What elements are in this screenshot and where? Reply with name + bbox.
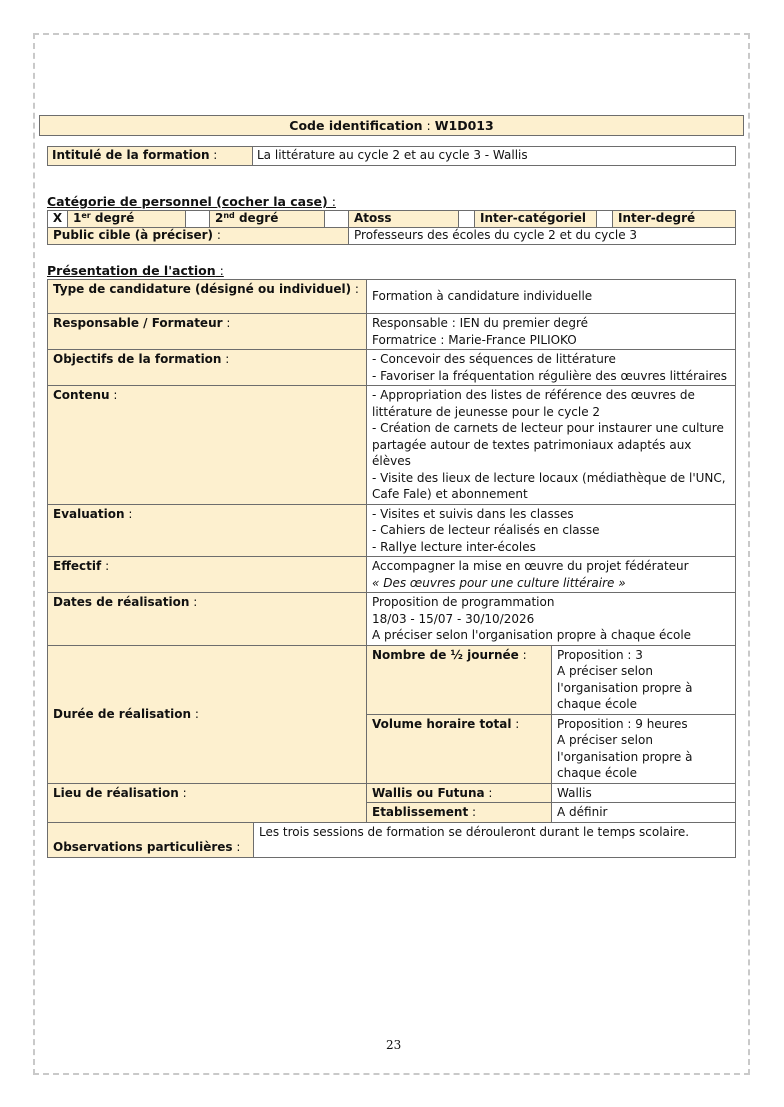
intitule-label-cell: Intitulé de la formation : — [48, 147, 253, 166]
volume-horaire-value: Proposition : 9 heures A préciser selon l'organisation propre à chaque école — [552, 714, 736, 783]
option-1er-degre: 1er degré — [68, 211, 186, 228]
contenu-value: - Appropriation des listes de référence des œuvres de littérature de jeunesse pour le cycle 2 - Création de carnets de lecteur pour instaurer une culture partagée autour de textes patrimoniaux adaptés aux élèves - Visite des lieux de lecture locaux (médiathèque de l'UNC, Cafe Fale) et abonnement — [367, 386, 736, 505]
observations-value: Les trois sessions de formation se dérouleront durant le temps scolaire. — [254, 822, 736, 857]
etablissement-label-cell: Etablissement : — [367, 803, 552, 823]
dates-label-cell: Dates de réalisation : — [48, 593, 367, 646]
checkbox-atoss[interactable] — [325, 211, 349, 228]
effectif-value: Accompagner la mise en œuvre du projet fédérateur « Des œuvres pour une culture littéraire » — [367, 557, 736, 593]
checkbox-1er-degre[interactable]: X — [48, 211, 68, 228]
code-identification: Code identification : W1D013 — [39, 115, 744, 136]
intitule-table — [47, 146, 736, 166]
volume-horaire-label-cell: Volume horaire total : — [367, 714, 552, 783]
option-atoss: Atoss — [349, 211, 459, 228]
code-value: W1D013 — [434, 118, 494, 133]
categorie-table — [47, 210, 736, 245]
evaluation-label-cell: Evaluation : — [48, 504, 367, 557]
responsable-label-cell: Responsable / Formateur : — [48, 314, 367, 350]
observations-label-cell: Observations particulières : — [48, 822, 254, 857]
public-cible-value: Professeurs des écoles du cycle 2 et du cycle 3 — [349, 228, 736, 245]
objectifs-label-cell: Objectifs de la formation : — [48, 350, 367, 386]
public-cible-label-cell: Public cible (à préciser) : — [48, 228, 349, 245]
responsable-value: Responsable : IEN du premier degré Formatrice : Marie-France PILIOKO — [367, 314, 736, 350]
type-label-cell: Type de candidature (désigné ou individuel) : — [48, 280, 367, 314]
categorie-title: Catégorie de personnel (cocher la case) : — [47, 194, 336, 209]
duree-label-cell: Durée de réalisation : — [48, 645, 367, 783]
page-number: 23 — [386, 1038, 402, 1052]
option-inter-categoriel: Inter-catégoriel — [475, 211, 597, 228]
demi-journee-value: Proposition : 3 A préciser selon l'organisation propre à chaque école — [552, 645, 736, 714]
intitule-value: La littérature au cycle 2 et au cycle 3 - Wallis — [253, 147, 736, 166]
lieu-label-cell: Lieu de réalisation : — [48, 783, 367, 822]
presentation-title: Présentation de l'action : — [47, 263, 224, 278]
effectif-label-cell: Effectif : — [48, 557, 367, 593]
dates-value: Proposition de programmation 18/03 - 15/07 - 30/10/2026 A préciser selon l'organisation propre à chaque école — [367, 593, 736, 646]
checkbox-inter-categoriel[interactable] — [459, 211, 475, 228]
presentation-table — [47, 279, 736, 858]
option-inter-degre: Inter-degré — [613, 211, 736, 228]
code-label: Code identification — [289, 118, 423, 133]
type-value: Formation à candidature individuelle — [367, 280, 736, 314]
option-2nd-degre: 2nd degré — [210, 211, 325, 228]
checkbox-2nd-degre[interactable] — [186, 211, 210, 228]
wallis-futuna-label-cell: Wallis ou Futuna : — [367, 783, 552, 803]
checkbox-inter-degre[interactable] — [597, 211, 613, 228]
objectifs-value: - Concevoir des séquences de littérature - Favoriser la fréquentation régulière des œuvres littéraires — [367, 350, 736, 386]
demi-journee-label-cell: Nombre de ½ journée : — [367, 645, 552, 714]
etablissement-value: A définir — [552, 803, 736, 823]
evaluation-value: - Visites et suivis dans les classes - Cahiers de lecteur réalisés en classe - Rallye lecture inter-écoles — [367, 504, 736, 557]
contenu-label-cell: Contenu : — [48, 386, 367, 505]
wallis-futuna-value: Wallis — [552, 783, 736, 803]
